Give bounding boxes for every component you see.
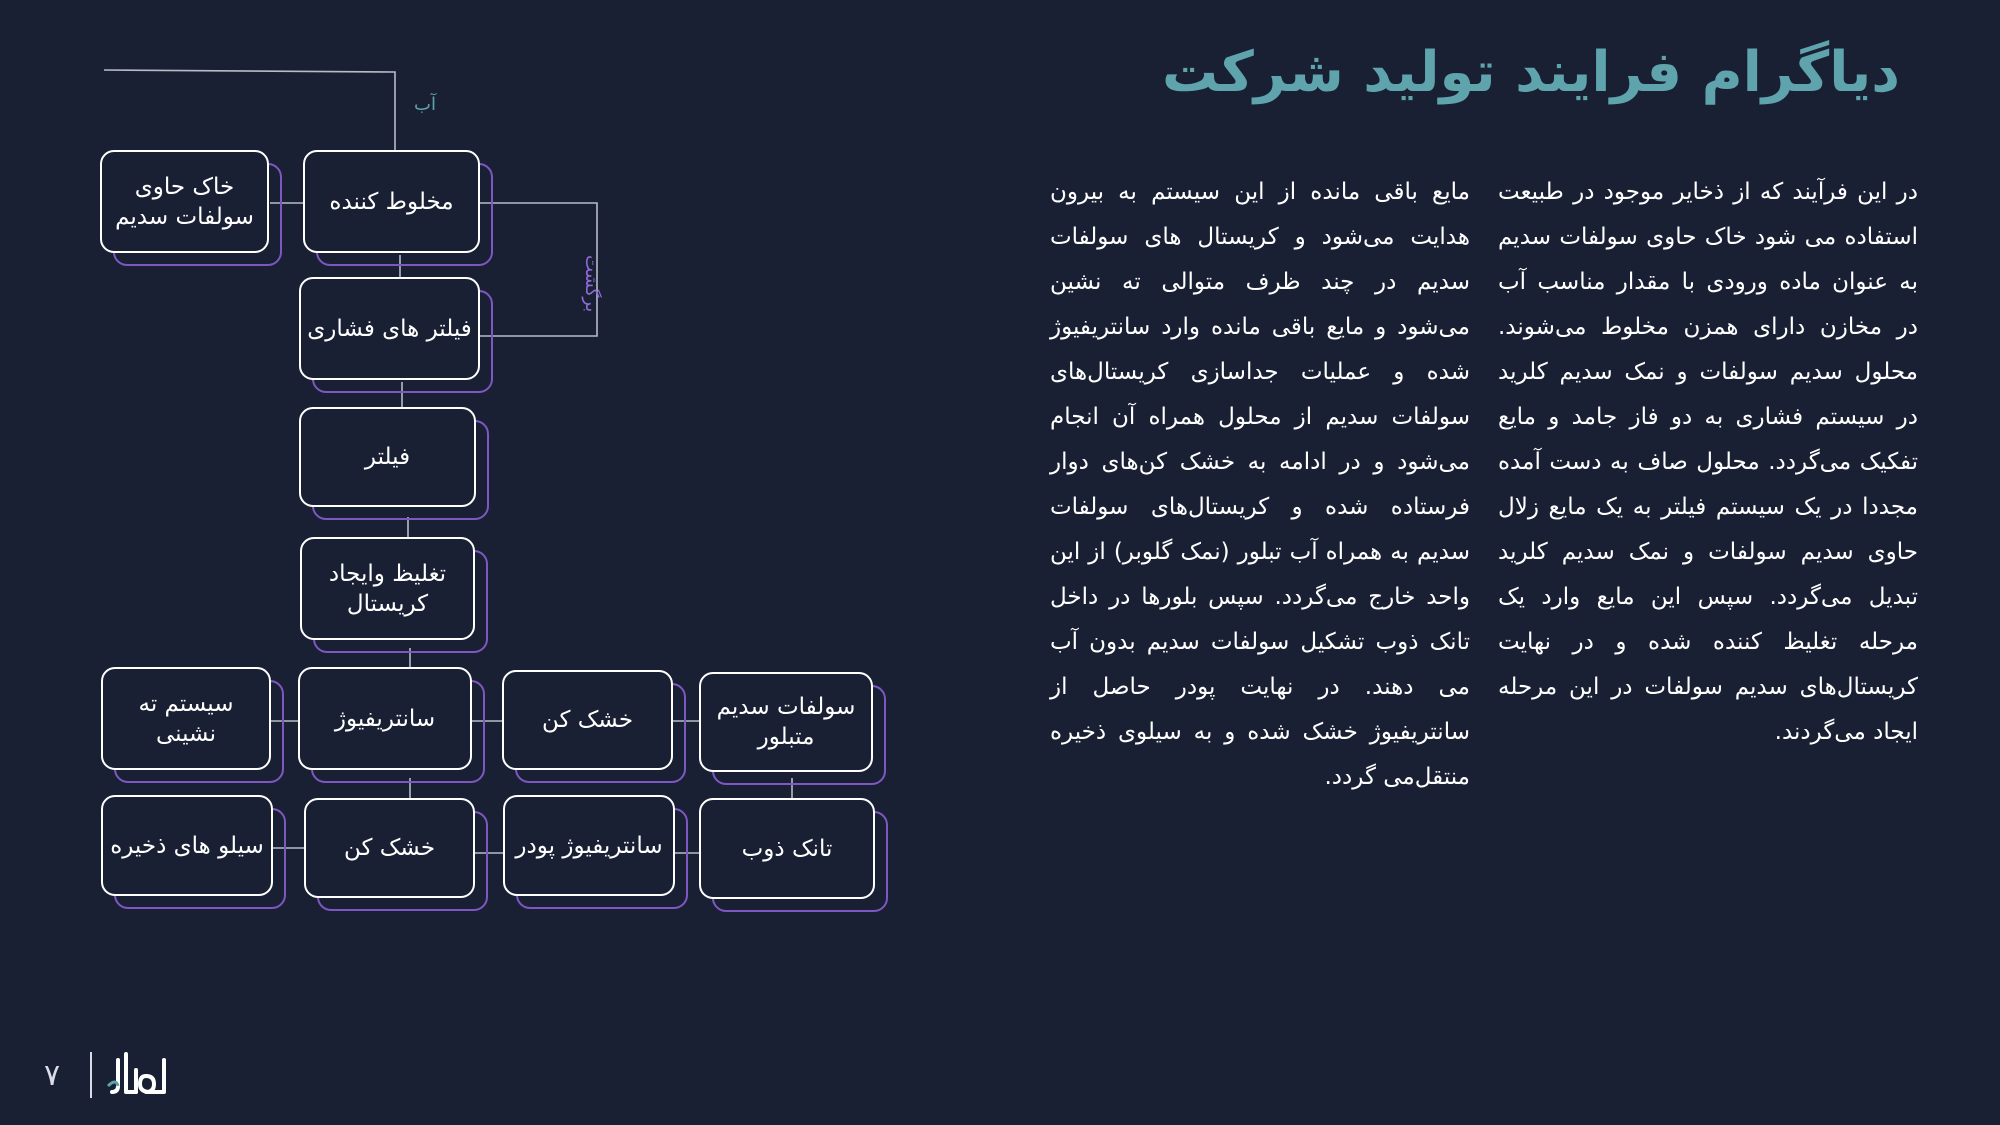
edge-label-water: آب [414, 94, 436, 115]
description-paragraph-2: مایع باقی مانده از این سیستم به بیرون هدایت می‌شود و کریستال های سولفات سدیم در چند ظرف متوالی ته نشین می‌شود و مایع باقی مانده وارد سانتریفیوژ شده و عملیات جداسازی کریستال‌های سولفات سدیم از محلول همراه آن انجام می‌شود و در ادامه به خشک کن‌های دوار فرستاده شده و کریستال‌های سولفات سدیم به همراه آب تبلور (نمک گلوبر) از این واحد خارج می‌گردد. سپس بلورها در داخل تانک ذوب تشکیل سولفات سدیم بدون آب می دهند. در نهایت پودر حاصل از سانتریفیوژ خشک شده و به سیلوی ذخیره منتقل‌می گردد. [1050, 179, 1470, 790]
node-filter: فیلتر [299, 407, 489, 520]
footer-divider [90, 1052, 92, 1098]
node-hydrated-sulfate: سولفات سدیم متبلور [699, 672, 886, 785]
node-storage-silo: سیلو های ذخیره [101, 795, 286, 909]
node-dryer-2: خشک کن [304, 798, 488, 911]
node-dryer-1: خشک کن [502, 670, 686, 783]
edge-label-return: برگشت [581, 255, 602, 313]
connector-water-input [104, 70, 395, 150]
node-settling: سیستم ته نشینی [101, 667, 284, 783]
description-paragraph-1: در این فرآیند که از ذخایر موجود در طبیعت استفاده می شود خاک حاوی سولفات سدیم به عنوان ماده ورودی با مقدار مناسب آب در مخازن دارای همزن مخلوط می‌شوند. محلول سدیم سولفات و نمک سدیم کلرید در سیستم فشاری به دو فاز جامد و مایع تفکیک می‌گردد. محلول صاف به دست آمده مجددا در یک سیستم فیلتر به یک مایع زلال حاوی سدیم سولفات و نمک سدیم کلرید تبدیل می‌گردد. سپس این مایع وارد یک مرحله تغلیظ کننده شده و در نهایت کریستال‌های سدیم سولفات در این مرحله ایجاد می‌گردند. [1498, 179, 1918, 745]
page-number: ۷ [44, 1058, 61, 1093]
page-title: دیاگرام فرایند تولید شرکت [1162, 40, 1900, 105]
node-raw-soil: خاک حاوی سولفات سدیم [100, 150, 282, 266]
company-logo-icon [106, 1048, 174, 1102]
node-pressure-filter: فیلتر های فشاری [299, 277, 493, 393]
node-mixer: مخلوط کننده [303, 150, 493, 266]
node-concentration: تغلیظ وایجاد کریستال [300, 537, 488, 653]
node-melt-tank: تانک ذوب [699, 798, 888, 912]
node-powder-centrifuge: سانتریفیوژ پودر [503, 795, 688, 909]
node-centrifuge: سانتریفیوژ [298, 667, 485, 783]
